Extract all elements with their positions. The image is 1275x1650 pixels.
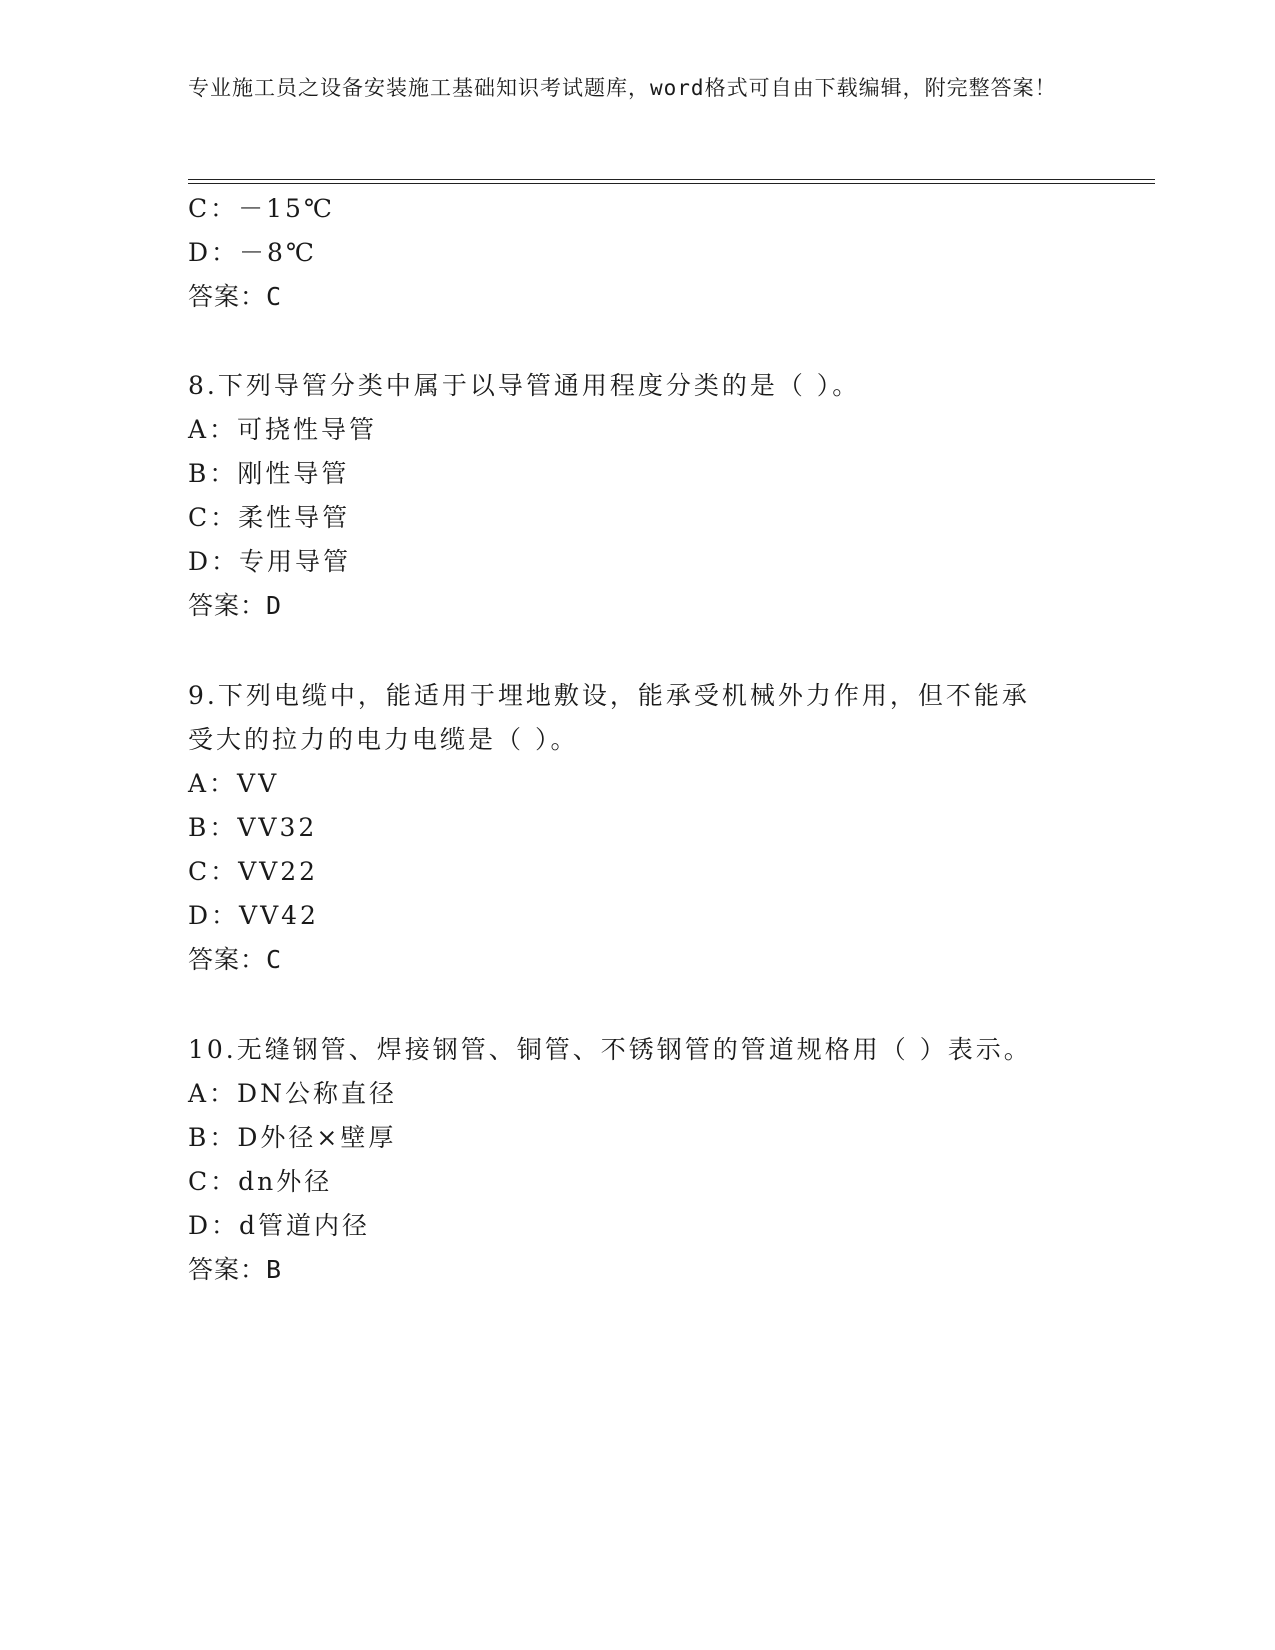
q7-answer: 答案：C xyxy=(188,282,283,311)
q9-question-line2: 受大的拉力的电力电缆是（ ）。 xyxy=(188,725,579,754)
q9-option-c: C：VV22 xyxy=(188,857,319,886)
q10-option-c: C：dn外径 xyxy=(188,1167,333,1196)
q8-question: 8.下列导管分类中属于以导管通用程度分类的是（ ）。 xyxy=(188,371,861,400)
q10-question: 10.无缝钢管、焊接钢管、铜管、不锈钢管的管道规格用（ ）表示。 xyxy=(188,1035,1032,1064)
q9-answer: 答案：C xyxy=(188,945,283,974)
q7-option-c: C：－15℃ xyxy=(188,194,335,223)
q9-option-a: A：VV xyxy=(188,769,280,798)
q9-question-line1: 9.下列电缆中，能适用于埋地敷设，能承受机械外力作用，但不能承 xyxy=(188,681,1030,710)
q8-option-b: B：刚性导管 xyxy=(188,459,350,488)
header-divider-thin xyxy=(188,183,1155,184)
header-divider-thick xyxy=(188,179,1155,180)
q10-option-d: D：d管道内径 xyxy=(188,1211,371,1240)
q8-answer: 答案：D xyxy=(188,591,283,620)
q8-option-d: D：专用导管 xyxy=(188,547,352,576)
q10-option-a: A：DN公称直径 xyxy=(188,1079,397,1108)
q9-option-d: D：VV42 xyxy=(188,901,319,930)
q7-option-d: D：－8℃ xyxy=(188,238,317,267)
q10-option-b: B：D外径×壁厚 xyxy=(188,1123,397,1152)
page-header: 专业施工员之设备安装施工基础知识考试题库，word格式可自由下载编辑，附完整答案！ xyxy=(188,76,1057,100)
q8-option-a: A：可挠性导管 xyxy=(188,415,378,444)
q10-answer: 答案：B xyxy=(188,1255,283,1284)
q8-option-c: C：柔性导管 xyxy=(188,503,351,532)
q9-option-b: B：VV32 xyxy=(188,813,318,842)
